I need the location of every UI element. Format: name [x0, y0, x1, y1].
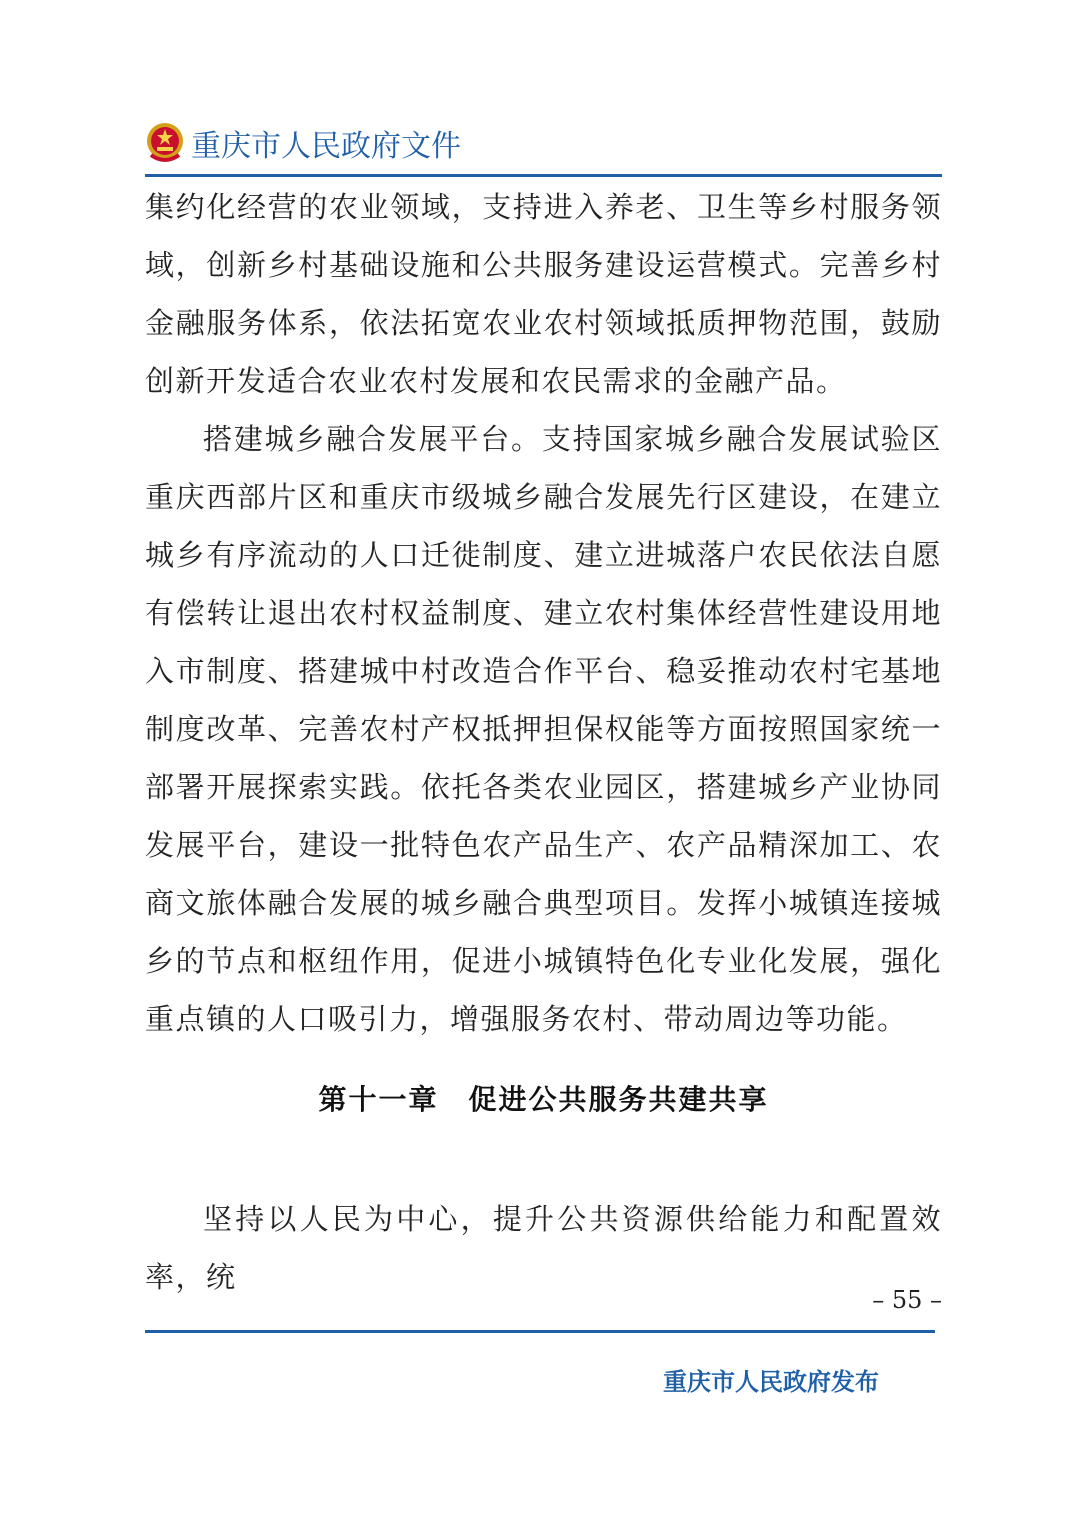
paragraph-2: 搭建城乡融合发展平台。支持国家城乡融合发展试验区重庆西部片区和重庆市级城乡融合发展先行区建设，在建立城乡有序流动的人口迁徙制度、建立进城落户农民依法自愿有偿转让退出农村权益制度、建立农村集体经营性建设用地入市制度、搭建城中村改造合作平台、稳妥推动农村宅基地制度改革、完善农村产权抵押担保权能等方面按照国家统一部署开展探索实践。依托各类农业园区，搭建城乡产业协同发展平台，建设一批特色农产品生产、农产品精深加工、农商文旅体融合发展的城乡融合典型项目。发挥小城镇连接城乡的节点和枢纽作用，促进小城镇特色化专业化发展，强化重点镇的人口吸引力，增强服务农村、带动周边等功能。	[145, 422, 942, 1036]
paragraph-3: 坚持以人民为中心，提升公共资源供给能力和配置效率，统	[145, 1202, 942, 1294]
national-emblem-icon	[145, 121, 185, 165]
page-number: – 55 –	[872, 1286, 942, 1314]
chapter-number: 第十一章	[318, 1083, 439, 1116]
header-rule	[145, 174, 942, 177]
footer-publisher: 重庆市人民政府发布	[663, 1368, 879, 1396]
chapter-title: 促进公共服务共建共享	[468, 1083, 769, 1116]
chapter-heading	[145, 1078, 942, 1118]
footer-rule	[145, 1330, 935, 1333]
paragraph-1: 集约化经营的农业领域，支持进入养老、卫生等乡村服务领域，创新乡村基础设施和公共服务建设运营模式。完善乡村金融服务体系，依法拓宽农业农村领域抵质押物范围，鼓励创新开发适合农业农村发展和农民需求的金融产品。	[145, 190, 942, 398]
body-text-continued	[145, 1190, 942, 1306]
header-title: 重庆市人民政府文件	[191, 129, 461, 164]
document-header	[145, 118, 461, 168]
body-text	[145, 178, 942, 1048]
